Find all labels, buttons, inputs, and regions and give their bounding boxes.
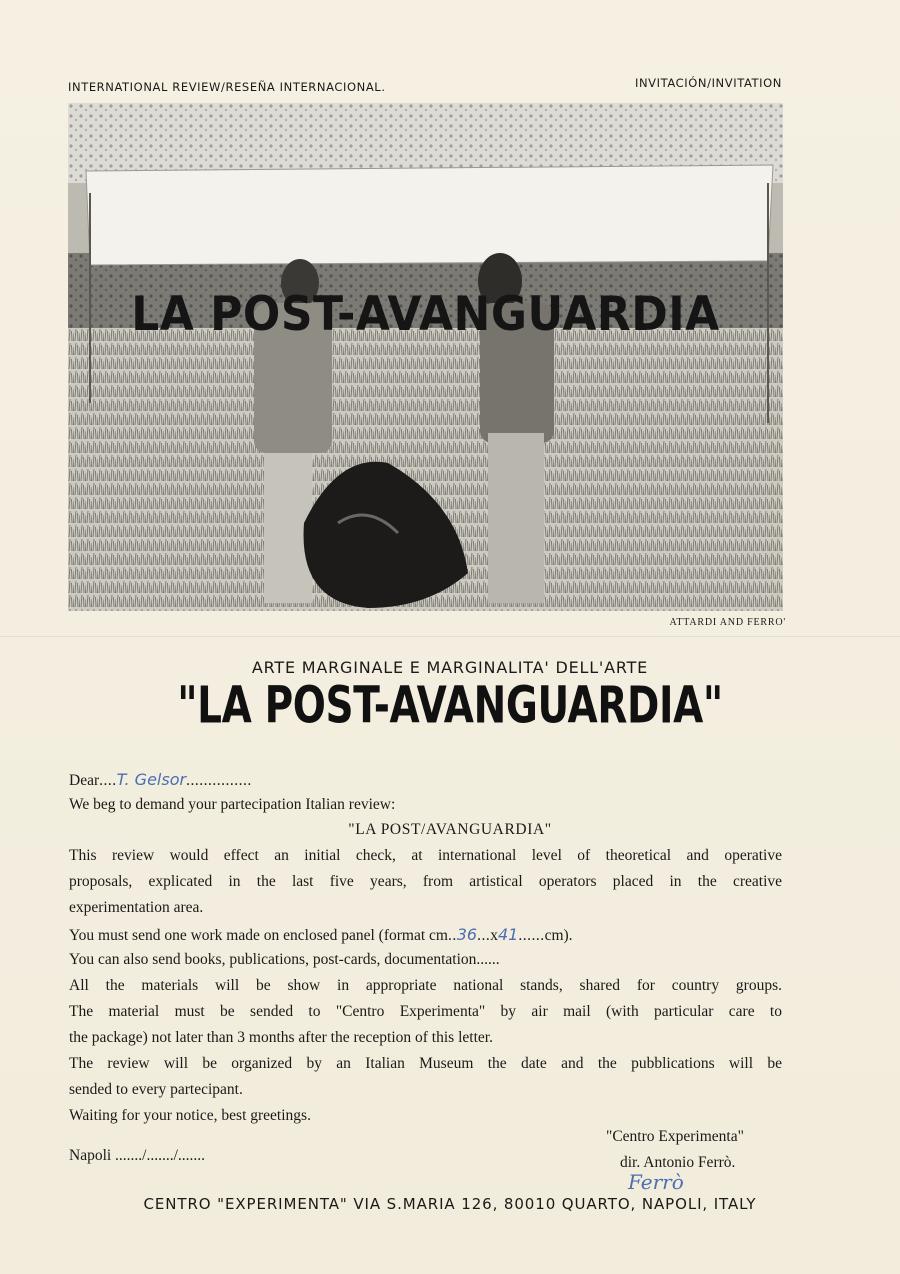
format-x: x [490,927,498,944]
main-title: "LA POST-AVANGUARDIA" [177,675,723,735]
photo-credit: ATTARDI AND FERRO' [669,617,786,628]
handwritten-signature: Ferrò [628,1170,684,1194]
paragraph-3: You must send one work made on enclosed panel (format cm..36...x41......cm). [69,925,573,944]
place-date: Napoli ......./......./....... [69,1147,206,1164]
signatory-organization: "Centro Experimenta" [606,1128,744,1145]
header-invitation-label: INVITACIÓN/INVITATION [634,76,782,90]
header-review-label: INTERNATIONAL REVIEW/RESEÑA INTERNACIONAL. [68,80,386,94]
handwritten-height: 41 [497,925,519,944]
paragraph-6-line-1: The material must be sended to "Centro Experimenta" by air mail (with particular care to [69,1003,782,1020]
handwritten-width: 36 [456,925,478,944]
salutation-dots-right: ............... [186,772,252,789]
signatory-name: dir. Antonio Ferrò. [620,1154,736,1171]
event-photograph [68,103,783,611]
paragraph-6-line-2: the package) not later than 3 months after the reception of this letter. [69,1029,493,1046]
paragraph-5: All the materials will be show in appropriate national stands, shared for country groups. [69,977,782,994]
format-prefix: You must send one work made on enclosed panel (format cm [69,927,448,944]
banner-text: LA POST-AVANGUARDIA [131,286,720,343]
footer-address: CENTRO "EXPERIMENTA" VIA S.MARIA 126, 80010 QUARTO, NAPOLI, ITALY [143,1195,757,1213]
subtitle: ARTE MARGINALE E MARGINALITA' DELL'ARTE [251,658,649,677]
handwritten-recipient: T. Gelsor [116,770,187,789]
paragraph-1: We beg to demand your partecipation Italian review: [69,796,396,813]
fold-line [0,636,900,637]
paragraph-7-line-1: The review will be organized by an Italian Museum the date and the pubblications will be [69,1055,782,1072]
paragraph-2-line-2: proposals, explicated in the last five years, from artistical operators placed in the creative [69,873,782,890]
salutation-prefix: Dear [69,772,100,789]
format-suffix: cm). [544,927,573,944]
paragraph-7-line-2: sended to every partecipant. [69,1081,243,1098]
photo-scene [68,103,783,611]
paragraph-4: You can also send books, publications, post-cards, documentation...... [69,951,500,968]
paragraph-8: Waiting for your notice, best greetings. [69,1107,311,1124]
salutation-dots-left: .... [99,772,117,789]
review-name: "LA POST/AVANGUARDIA" [348,821,552,838]
paragraph-2-line-1: This review would effect an initial check, at international level of theoretical and operative [69,847,782,864]
paragraph-2-line-3: experimentation area. [69,899,204,916]
salutation [69,770,252,790]
